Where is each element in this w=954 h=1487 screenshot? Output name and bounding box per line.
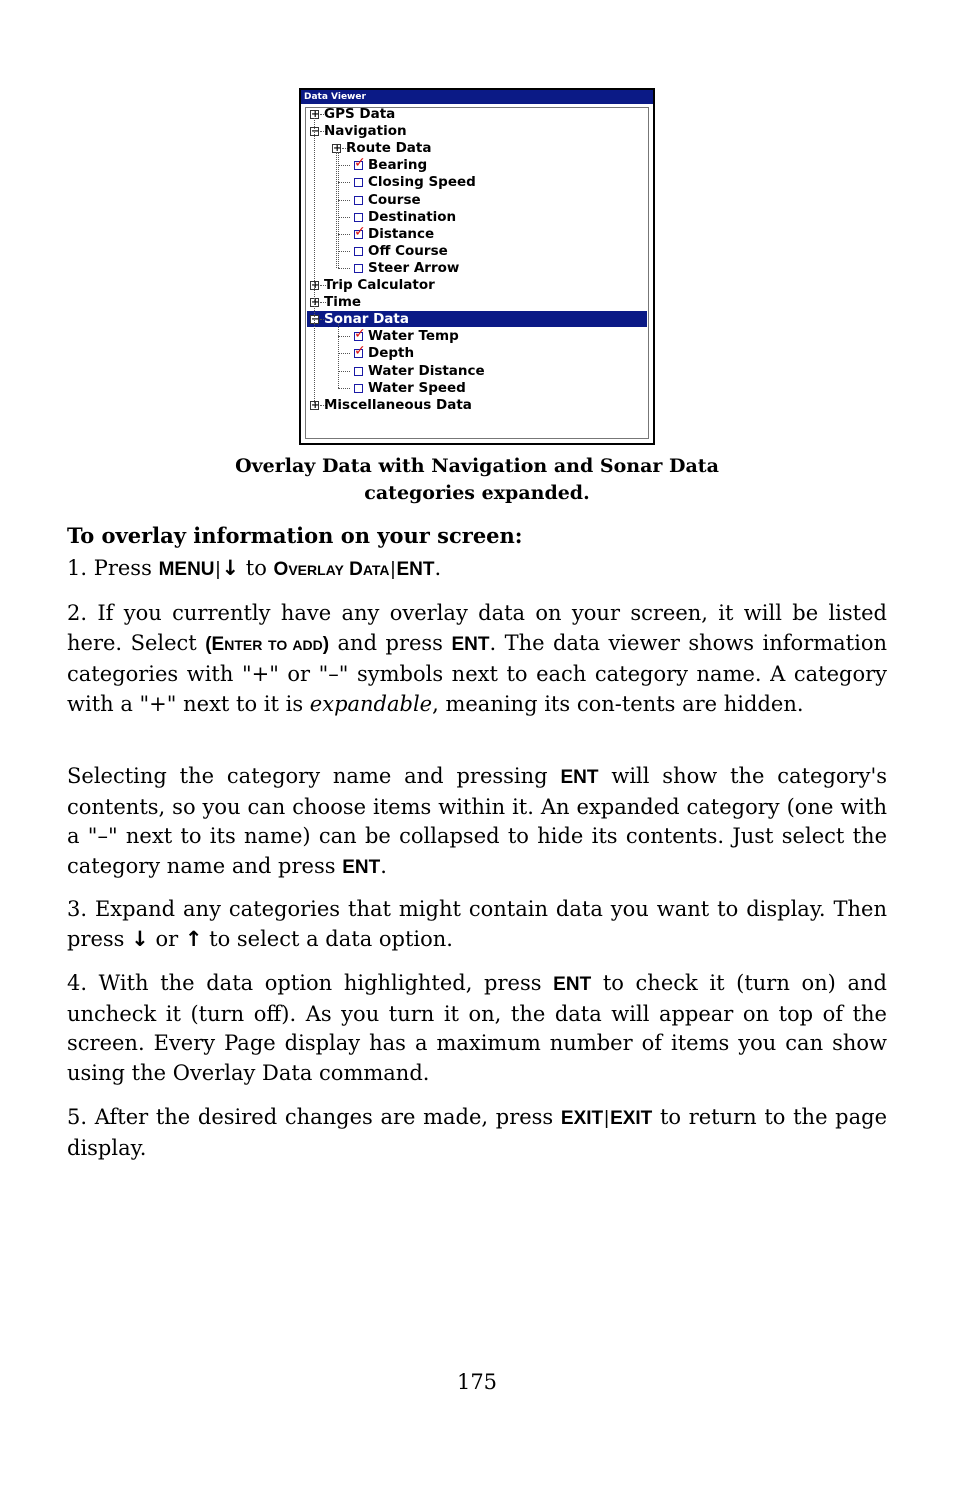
tree-connector [338, 323, 339, 387]
tree-row-time[interactable] [308, 294, 608, 310]
expandable-term: expandable [309, 691, 433, 716]
figure-caption-line-2: categories expanded. [364, 482, 590, 504]
tree-connector [338, 217, 350, 218]
tree-row-navigation[interactable] [308, 123, 608, 139]
checked-checkbox-icon[interactable]: ✓ [354, 223, 366, 240]
expand-icon[interactable]: + [333, 143, 342, 155]
tree-row-label: Water Speed [368, 379, 466, 396]
down-arrow-icon: ↓ [131, 926, 149, 951]
paragraph-selecting-category: Selecting the category name and pressing ENT will show the category's contents, so you can choose items within it. An expanded category (one with a "–" next to its name) can be collapsed to hide its contents. Just select the category name and press ENT. [67, 764, 887, 878]
down-arrow-icon: ↓ [221, 556, 240, 580]
step-2: 2. If you currently have any overlay data on your screen, it will be listed here. Select (ENTER TO ADD) and press ENT. The data viewer shows information categories with "+" or "–" symbols next to each category name. A category with a "+" next to it is expandable, meaning its con-tents are hidden. [67, 601, 887, 716]
tree-row-label: Bearing [368, 157, 428, 174]
enter-to-add-option: (ENTER TO ADD) [205, 633, 330, 655]
menu-key: MENU [158, 559, 215, 580]
tree-row-label: Destination [368, 208, 457, 225]
tree-row-distance[interactable] [352, 223, 652, 242]
exit-key: EXIT [560, 1108, 604, 1129]
unchecked-checkbox-icon[interactable] [354, 247, 363, 256]
data-viewer-title: Data Viewer [301, 90, 653, 104]
collapse-icon[interactable]: − [311, 314, 320, 326]
tree-row-trip-calculator[interactable] [308, 277, 608, 293]
unchecked-checkbox-icon[interactable] [354, 264, 363, 273]
tree-row-closing-speed[interactable] [352, 174, 652, 190]
tree-row-label: Miscellaneous Data [324, 396, 472, 413]
unchecked-checkbox-icon[interactable] [354, 196, 363, 205]
checked-checkbox-icon[interactable]: ✓ [354, 155, 366, 172]
ent-key: ENT [342, 856, 381, 878]
step-1: 1. Press MENU|↓ to OVERLAY DATA|ENT. [67, 556, 442, 580]
tree-connector [338, 388, 350, 389]
tree-row-label: Route Data [346, 140, 432, 157]
tree-row-bearing[interactable] [352, 157, 652, 173]
tree-connector [338, 182, 350, 183]
exit-key: EXIT [610, 1108, 653, 1129]
overlay-data-command: OVERLAY DATA [273, 559, 390, 580]
tree-connector [338, 336, 350, 337]
tree-connector [338, 152, 339, 268]
tree-connector [338, 165, 350, 166]
tree-row-label: GPS Data [324, 106, 396, 122]
tree-connector [338, 371, 350, 372]
tree-row-label: Trip Calculator [324, 277, 435, 293]
tree-row-label: Water Temp [368, 328, 459, 345]
tree-row-label: Course [368, 191, 421, 208]
tree-row-label: Steer Arrow [368, 259, 460, 276]
expand-icon[interactable]: + [311, 280, 320, 291]
tree-row-gps-data[interactable] [308, 106, 608, 122]
unchecked-checkbox-icon[interactable] [354, 367, 363, 376]
page-number: 175 [456, 1370, 498, 1394]
ent-key: ENT [553, 974, 592, 995]
tree-connector [338, 234, 350, 235]
ent-key: ENT [396, 559, 435, 580]
expand-icon[interactable]: + [311, 109, 320, 120]
tree-row-steer-arrow[interactable] [352, 260, 652, 276]
tree-connector [338, 353, 350, 354]
unchecked-checkbox-icon[interactable] [354, 213, 363, 222]
tree-row-water-distance[interactable] [352, 363, 652, 379]
tree-row-route-data[interactable] [330, 140, 630, 156]
data-viewer-tree [305, 107, 649, 439]
up-arrow-icon: ↑ [184, 926, 203, 951]
tree-row-depth[interactable] [352, 345, 652, 361]
tree-row-water-speed[interactable] [352, 380, 652, 396]
section-heading: To overlay information on your screen: [67, 523, 523, 548]
checked-checkbox-icon[interactable]: ✓ [354, 326, 366, 343]
tree-row-label: Time [324, 294, 362, 311]
data-viewer-screenshot [299, 88, 655, 445]
tree-row-water-temp[interactable] [352, 328, 652, 344]
tree-row-destination[interactable] [352, 209, 652, 225]
tree-row-label: Water Distance [368, 362, 485, 379]
checked-checkbox-icon[interactable]: ✓ [354, 343, 366, 360]
tree-connector [338, 251, 350, 252]
tree-row-label: Distance [368, 225, 435, 242]
step-4: 4. With the data option highlighted, press ENT to check it (turn on) and uncheck it (turn off). As you turn it on, the data will appear on top of the screen. Every Page display has a maximum number of items you can show using the Overlay Data command. [67, 971, 887, 1085]
unchecked-checkbox-icon[interactable] [354, 384, 363, 393]
figure-caption-line-1: Overlay Data with Navigation and Sonar Data [235, 455, 719, 477]
collapse-icon[interactable]: − [311, 126, 320, 138]
tree-connector [314, 323, 315, 405]
tree-connector [338, 268, 350, 269]
ent-key: ENT [560, 767, 599, 788]
unchecked-checkbox-icon[interactable] [354, 178, 363, 187]
tree-row-label: Navigation [324, 123, 407, 140]
tree-row-label: Sonar Data [324, 311, 409, 328]
tree-row-miscellaneous-data[interactable] [308, 397, 608, 413]
expand-icon[interactable]: + [311, 399, 320, 411]
tree-connector [338, 200, 350, 201]
tree-row-course[interactable] [352, 192, 652, 208]
tree-row-label: Off Course [368, 242, 448, 259]
step-3: 3. Expand any categories that might contain data you want to display. Then press ↓ or ↑ to select a data option. [67, 897, 887, 951]
tree-connector [336, 152, 337, 268]
tree-row-label: Closing Speed [368, 174, 476, 191]
expand-icon[interactable]: + [311, 297, 320, 309]
tree-row-label: Depth [368, 345, 415, 362]
step-5: 5. After the desired changes are made, press EXIT|EXIT to return to the page display. [67, 1105, 887, 1160]
tree-row-sonar-data[interactable] [307, 311, 647, 327]
tree-row-off-course[interactable] [352, 243, 652, 259]
ent-key: ENT [451, 633, 490, 655]
